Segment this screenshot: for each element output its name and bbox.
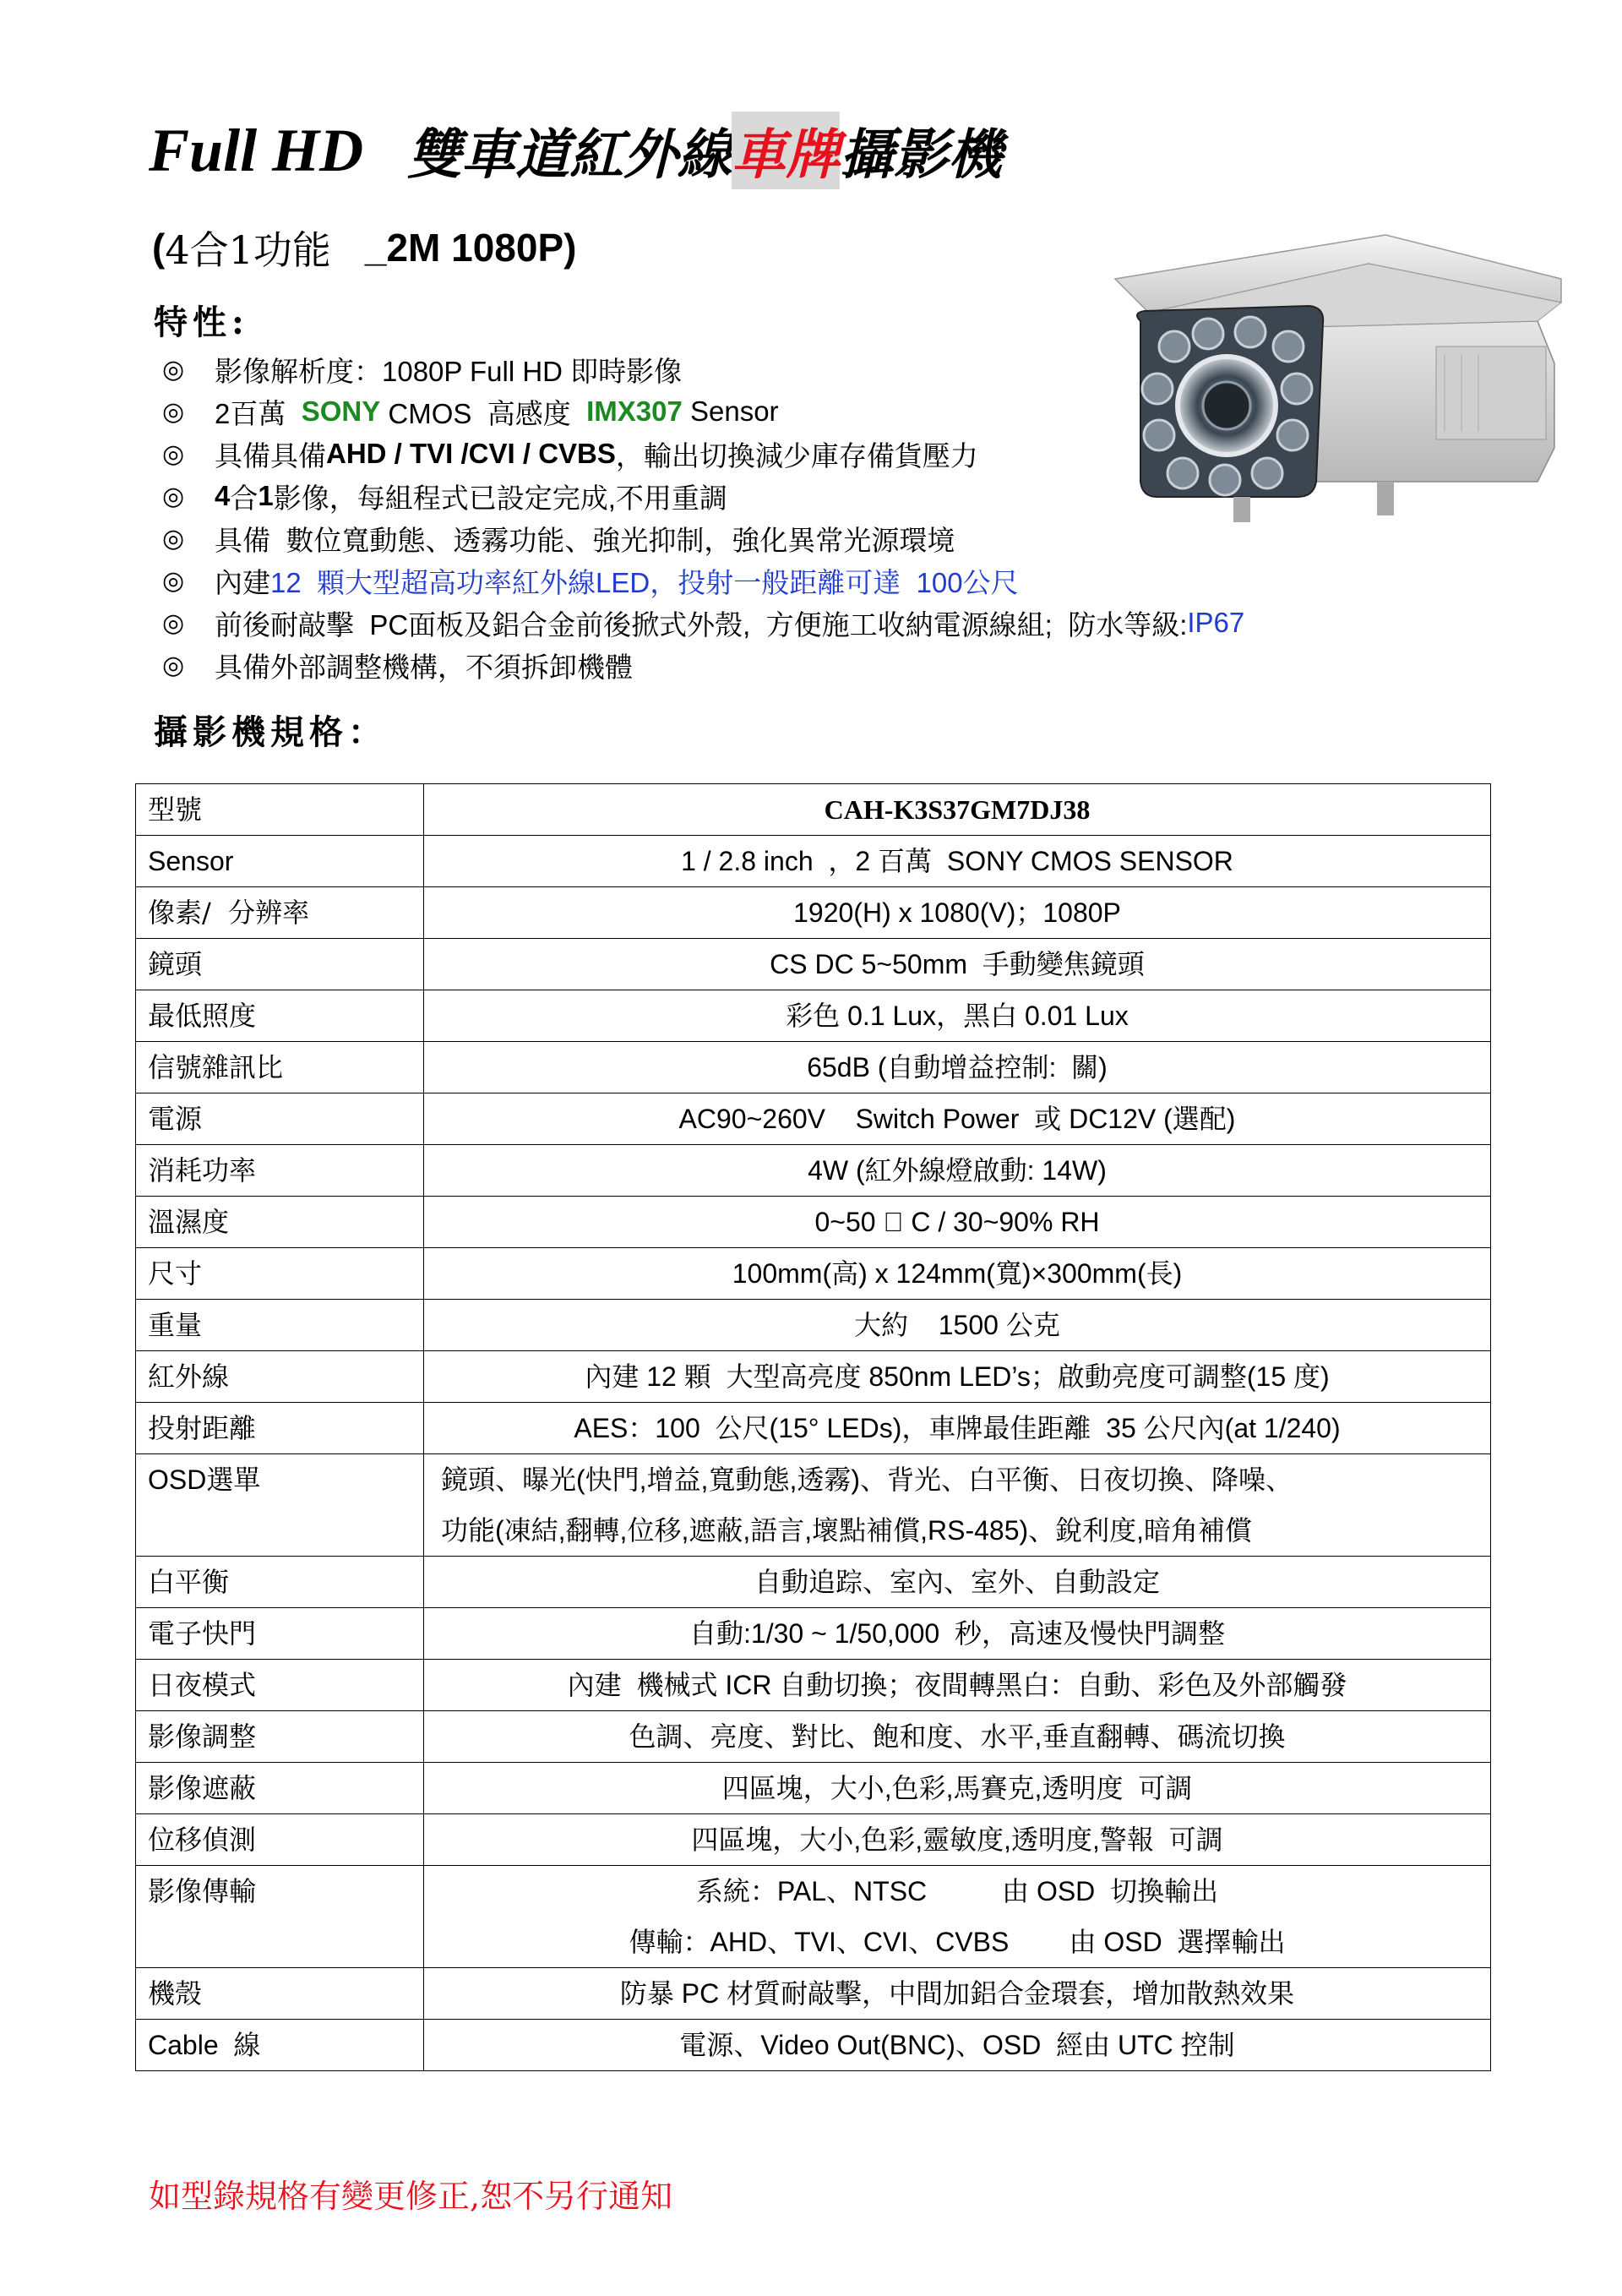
spec-value	[424, 1093, 1491, 1145]
feature-text: 具備 數位寬動態、透霧功能、強光抑制，強化異常光源環境	[215, 524, 955, 556]
spec-label: 影像調整	[136, 1711, 424, 1763]
features-heading: 特性:	[154, 303, 249, 342]
spec-row	[136, 1866, 1491, 1968]
spec-value-text: 四區塊，大小,色彩,靈敏度,透明度,警報 可調	[691, 1824, 1223, 1855]
spec-row	[136, 1300, 1491, 1351]
spec-label: 消耗功率	[136, 1145, 424, 1197]
feature-text: 內建	[215, 566, 270, 598]
spec-value	[424, 1557, 1491, 1608]
model-number: CAH-K3S37GM7DJ38	[824, 794, 1091, 825]
spec-value-text: 彩色 0.1 Lux，黑白 0.01 Lux	[786, 1001, 1129, 1031]
feature-bold-text: AHD / TVI /CVI / CVBS	[326, 438, 616, 469]
title-chinese-suffix: 攝影機	[840, 123, 1003, 187]
subtitle	[152, 218, 576, 277]
feature-text: CMOS 高感度	[380, 397, 587, 429]
bullet-icon: ◎	[162, 524, 185, 553]
spec-row	[136, 2020, 1491, 2071]
spec-value-line: 傳輸：AHD、TVI、CVI、CVBS 由 OSD 選擇輸出	[629, 1927, 1286, 1957]
spec-value	[424, 887, 1491, 939]
specs-table	[135, 783, 1491, 2071]
spec-label: 位移偵測	[136, 1814, 424, 1866]
feature-text: ，輸出切換減少庫存備貨壓力	[615, 439, 978, 472]
spec-value-text: 內建 機械式 ICR 自動切換；夜間轉黑白：自動、彩色及外部觸發	[567, 1670, 1347, 1700]
spec-row	[136, 1763, 1491, 1814]
spec-value	[424, 1197, 1491, 1248]
spec-label: Sensor	[136, 836, 424, 887]
spec-row	[136, 784, 1491, 836]
feature-text: 前後耐敲擊 PC面板及鋁合金前後掀式外殼, 方便施工收納電源線組; 防水等級:	[215, 608, 1188, 641]
feature-item	[162, 644, 1362, 686]
spec-row	[136, 1454, 1491, 1557]
spec-label: 影像遮蔽	[136, 1763, 424, 1814]
spec-value-text: 四區塊，大小,色彩,馬賽克,透明度 可調	[721, 1773, 1193, 1803]
subtitle-resolution: _2M 1080P)	[364, 226, 577, 270]
spec-value	[424, 1042, 1491, 1093]
spec-value	[424, 836, 1491, 887]
feature-item	[162, 602, 1362, 644]
sensor-model: IMX307	[586, 395, 683, 427]
spec-value	[424, 1660, 1491, 1711]
spec-label: 型號	[136, 784, 424, 836]
disclaimer-note: 如型錄規格有變更修正,恕不另行通知	[149, 2178, 673, 2215]
spec-row	[136, 1711, 1491, 1763]
feature-text: 合	[230, 482, 259, 514]
spec-row	[136, 887, 1491, 939]
spec-value-text: AES：100 公尺(15° LEDs)，車牌最佳距離 35 公尺內(at 1/240)	[574, 1413, 1341, 1443]
spec-row	[136, 1042, 1491, 1093]
spec-value-text: 自動追踪、室內、室外、自動設定	[754, 1567, 1160, 1597]
spec-value-text: 1 / 2.8 inch ，2 百萬 SONY CMOS SENSOR	[681, 846, 1233, 876]
ip-rating: IP67	[1187, 607, 1245, 638]
spec-value-text: 防暴 PC 材質耐敲擊，中間加鋁合金環套，增加散熱效果	[619, 1978, 1295, 2009]
spec-label: 機殼	[136, 1968, 424, 2020]
bullet-icon: ◎	[162, 482, 185, 510]
feature-text: 具備具備	[215, 439, 326, 472]
subtitle-function: 4合1功能	[165, 227, 331, 273]
spec-row	[136, 1557, 1491, 1608]
feature-text: 2百萬	[215, 397, 302, 429]
spec-value-text: 65dB (自動增益控制: 關)	[807, 1052, 1108, 1083]
spec-value-text: 大約 1500 公克	[854, 1310, 1060, 1340]
spec-row	[136, 1608, 1491, 1660]
spec-label: 電源	[136, 1093, 424, 1145]
feature-bold-text: 4	[215, 480, 231, 511]
spec-value	[424, 1711, 1491, 1763]
title-chinese-prefix: 雙車道紅外線	[407, 123, 732, 187]
spec-value	[424, 939, 1491, 990]
spec-label: 紅外線	[136, 1351, 424, 1403]
spec-value	[424, 1300, 1491, 1351]
spec-label: 影像傳輸	[136, 1866, 424, 1968]
bullet-icon: ◎	[162, 651, 185, 679]
spec-value-line: 系統：PAL、NTSC 由 OSD 切換輸出	[695, 1876, 1219, 1906]
spec-value-text: 色調、亮度、對比、飽和度、水平,垂直翻轉、碼流切換	[629, 1721, 1286, 1752]
spec-row	[136, 990, 1491, 1042]
spec-value-text: 4W (紅外線燈啟動: 14W)	[808, 1155, 1107, 1186]
spec-value	[424, 1763, 1491, 1814]
spec-value-text: CS DC 5~50mm 手動變焦鏡頭	[770, 949, 1145, 979]
camera-product-image	[1098, 228, 1571, 541]
spec-label: 鏡頭	[136, 939, 424, 990]
feature-item	[162, 559, 1362, 602]
spec-row	[136, 1814, 1491, 1866]
bullet-icon: ◎	[162, 355, 185, 384]
spec-label: 日夜模式	[136, 1660, 424, 1711]
spec-label: Cable 線	[136, 2020, 424, 2071]
spec-row	[136, 1351, 1491, 1403]
spec-value	[424, 1866, 1491, 1968]
spec-label: 尺寸	[136, 1248, 424, 1300]
page-title	[149, 100, 1002, 201]
spec-value	[424, 1351, 1491, 1403]
spec-label: 投射距離	[136, 1403, 424, 1454]
spec-value-text: 100mm(高) x 124mm(寬)×300mm(長)	[732, 1258, 1183, 1289]
spec-row	[136, 1403, 1491, 1454]
spec-label: 信號雜訊比	[136, 1042, 424, 1093]
feature-text: Sensor	[682, 395, 779, 427]
spec-value	[424, 1248, 1491, 1300]
spec-label: 電子快門	[136, 1608, 424, 1660]
sony-brand: SONY	[301, 395, 381, 427]
spec-value	[424, 1145, 1491, 1197]
specs-heading: 攝影機規格：	[154, 712, 387, 752]
spec-label: 重量	[136, 1300, 424, 1351]
bullet-icon: ◎	[162, 439, 185, 468]
bullet-icon: ◎	[162, 608, 185, 637]
spec-value-text: AC90~260V Switch Power 或 DC12V (選配)	[678, 1104, 1236, 1134]
spec-label: 最低照度	[136, 990, 424, 1042]
spec-row	[136, 1197, 1491, 1248]
spec-row	[136, 1968, 1491, 2020]
bullet-icon: ◎	[162, 397, 185, 426]
bullet-icon: ◎	[162, 566, 185, 595]
spec-row	[136, 1145, 1491, 1197]
spec-label: 白平衡	[136, 1557, 424, 1608]
spec-label: 溫濕度	[136, 1197, 424, 1248]
subtitle-open-paren: (	[152, 226, 166, 270]
spec-row	[136, 1660, 1491, 1711]
title-english: Full HD	[149, 116, 364, 184]
spec-value	[424, 784, 1491, 836]
spec-row	[136, 836, 1491, 887]
spec-value	[424, 1608, 1491, 1660]
spec-value	[424, 1454, 1491, 1557]
spec-row	[136, 939, 1491, 990]
feature-text: 具備外部調整機構，不須拆卸機體	[215, 651, 633, 683]
feature-text: 影像解析度：1080P Full HD 即時影像	[215, 355, 683, 387]
spec-value-text: 內建 12 顆 大型高亮度 850nm LED’s；啟動亮度可調整(15 度)	[585, 1361, 1330, 1392]
spec-value-text: 1920(H) x 1080(V)；1080P	[793, 897, 1121, 928]
spec-value	[424, 1403, 1491, 1454]
spec-row	[136, 1248, 1491, 1300]
spec-value-text: 電源、Video Out(BNC)、OSD 經由 UTC 控制	[679, 2030, 1235, 2060]
spec-value	[424, 1968, 1491, 2020]
spec-row	[136, 1093, 1491, 1145]
spec-value-text: 0~50 ゚ C / 30~90% RH	[814, 1207, 1100, 1237]
spec-value-text: 自動:1/30 ~ 1/50,000 秒，高速及慢快門調整	[689, 1618, 1225, 1649]
feature-blue-text: 12 顆大型超高功率紅外線LED，投射一般距離可達 100公尺	[270, 566, 1019, 598]
spec-value	[424, 2020, 1491, 2071]
spec-value	[424, 1814, 1491, 1866]
title-chinese-highlight: 車牌	[732, 112, 840, 189]
feature-text: 影像，每組程式已設定完成,不用重調	[273, 482, 727, 514]
spec-label: 像素/ 分辨率	[136, 887, 424, 939]
spec-value	[424, 990, 1491, 1042]
feature-bold-text: 1	[258, 480, 274, 511]
spec-value-line: 鏡頭、曝光(快門,增益,寬動態,透霧)、背光、白平衡、日夜切換、降噪、	[441, 1464, 1293, 1495]
spec-label: OSD選單	[136, 1454, 424, 1557]
spec-value-line: 功能(凍結,翻轉,位移,遮蔽,語言,壞點補償,RS-485)、銳利度,暗角補償	[441, 1515, 1253, 1546]
